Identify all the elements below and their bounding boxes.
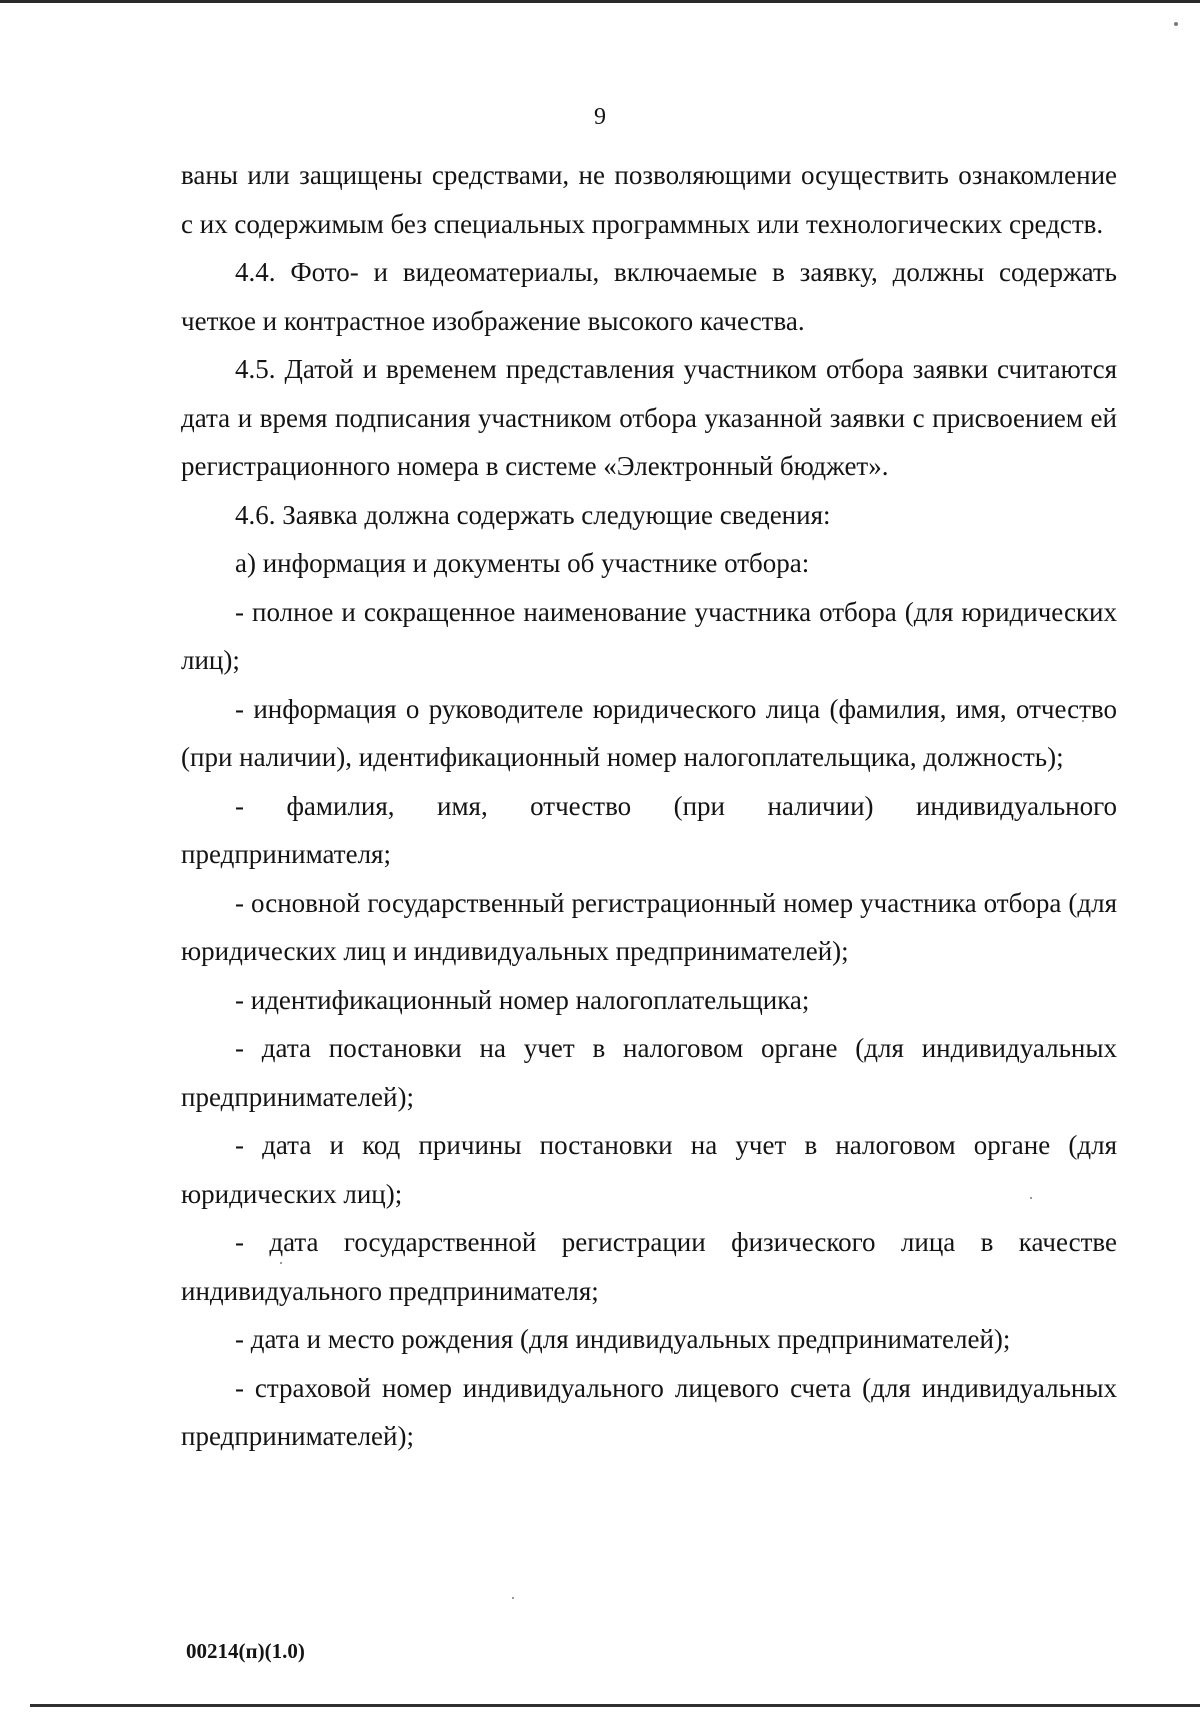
paragraph: 4.5. Датой и временем представления участником отбора заявки считаются дата и время подписания участником отбора указанной заявки с присвоением ей регистрационного номера в системе «Электронный бюджет». [181, 354, 1117, 481]
scan-edge-bottom [30, 1704, 1200, 1707]
scan-edge-top [0, 0, 1200, 3]
paragraph: - страховой номер индивидуального лицевого счета (для индивидуальных предпринимателей); [181, 1372, 1117, 1451]
paragraph: 4.4. Фото- и видеоматериалы, включаемые в заявку, должны содержать четкое и контрастное изображение высокого качества. [181, 257, 1117, 336]
paragraph: - дата и место рождения (для индивидуальных предпринимателей); [235, 1324, 1011, 1354]
paragraph: ваны или защищены средствами, не позволяющими осуществить ознакомление с их содержимым без специальных программных или технологических средств. [181, 160, 1117, 239]
paragraph: - фамилия, имя, отчество (при наличии) индивидуального предпринимателя; [181, 790, 1117, 869]
paragraph: - дата постановки на учет в налоговом органе (для индивидуальных предпринимателей); [181, 1033, 1117, 1112]
paragraph: - основной государственный регистрационный номер участника отбора (для юридических лиц и индивидуальных предпринимателей); [181, 887, 1117, 966]
page-number: 9 [594, 104, 606, 130]
paragraph: - дата и код причины постановки на учет в налоговом органе (для юридических лиц); [181, 1130, 1117, 1209]
scan-speck [512, 1597, 514, 1599]
paragraph: 4.6. Заявка должна содержать следующие сведения: [235, 499, 831, 530]
paragraph: - полное и сокращенное наименование участника отбора (для юридических лиц); [181, 596, 1117, 675]
paragraph: - информация о руководителе юридического лица (фамилия, имя, отчество (при наличии), идентификационный номер налогоплательщика, должность); [181, 693, 1117, 772]
paragraph: - дата государственной регистрации физического лица в качестве индивидуального предпринимателя; [181, 1227, 1117, 1306]
scan-speck [1174, 22, 1178, 26]
document-code: 00214(п)(1.0) [186, 1639, 305, 1663]
body-text [181, 151, 1117, 1461]
paragraph: а) информация и документы об участнике отбора: [235, 548, 810, 578]
paragraph: - идентификационный номер налогоплательщика; [235, 984, 810, 1015]
